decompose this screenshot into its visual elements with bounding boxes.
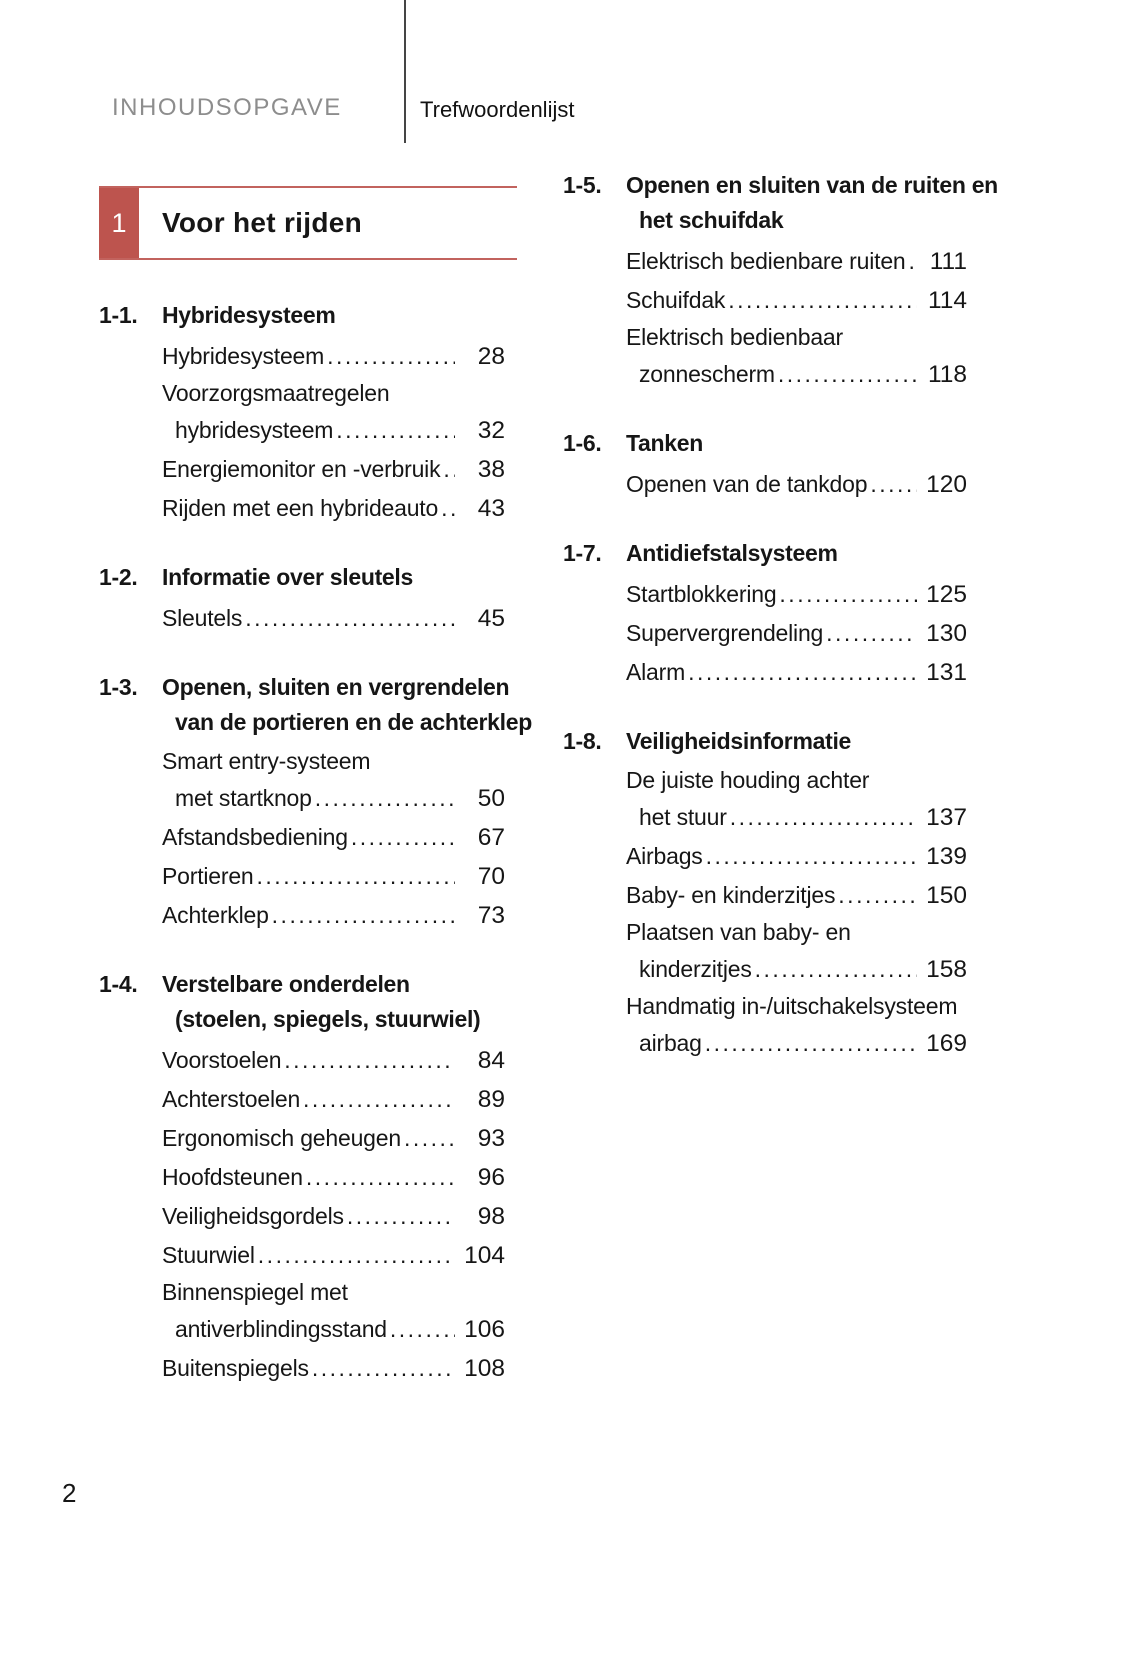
toc-entry-line bbox=[626, 242, 967, 281]
section-number: 1-7. bbox=[563, 540, 602, 566]
toc-entry[interactable] bbox=[626, 653, 967, 692]
toc-entry-line bbox=[626, 281, 967, 320]
toc-section-1-4 bbox=[99, 967, 517, 1388]
dot-leader bbox=[312, 1349, 455, 1388]
toc-entry-page: 118 bbox=[927, 361, 967, 388]
toc-entry-text: Alarm bbox=[626, 659, 686, 685]
dot-leader bbox=[351, 818, 455, 857]
toc-entry-page: 98 bbox=[477, 1203, 505, 1230]
toc-entry-page: 120 bbox=[926, 471, 967, 498]
section-titles bbox=[162, 670, 532, 740]
dot-leader bbox=[441, 489, 455, 528]
section-entries bbox=[626, 575, 967, 692]
toc-section-1-3 bbox=[99, 670, 532, 935]
toc-entry-text: Voorstoelen bbox=[162, 1047, 282, 1073]
toc-entry-line bbox=[162, 818, 505, 857]
toc-entry[interactable] bbox=[162, 1236, 505, 1275]
section-title: Informatie over sleutels bbox=[162, 564, 413, 590]
toc-entry-text: Hybridesysteem bbox=[162, 343, 325, 369]
toc-entry-text: Hoofdsteunen bbox=[162, 1164, 303, 1190]
section-number: 1-4. bbox=[99, 971, 138, 997]
toc-entry-line bbox=[626, 950, 967, 989]
toc-entry[interactable] bbox=[162, 1041, 505, 1080]
toc-entry-page: 38 bbox=[477, 456, 505, 483]
toc-entry[interactable] bbox=[162, 1119, 505, 1158]
dot-leader bbox=[443, 450, 455, 489]
toc-entry-page: 89 bbox=[477, 1086, 505, 1113]
toc-entry[interactable] bbox=[626, 915, 967, 989]
toc-entry-page: 50 bbox=[477, 785, 505, 812]
section-number: 1-8. bbox=[563, 728, 602, 754]
dot-leader bbox=[245, 599, 455, 638]
section-title: Openen, sluiten en vergrendelen bbox=[162, 674, 510, 700]
toc-entry-text: Handmatig in-/uitschakelsysteem bbox=[626, 993, 958, 1019]
section-title-line2: het schuifdak bbox=[639, 207, 784, 233]
section-heading bbox=[563, 724, 967, 759]
toc-entry[interactable] bbox=[626, 281, 967, 320]
toc-section-1-1 bbox=[99, 298, 517, 528]
toc-entry[interactable] bbox=[626, 575, 967, 614]
toc-section-1-7 bbox=[563, 536, 967, 692]
toc-entry-line bbox=[162, 1080, 505, 1119]
section-heading bbox=[99, 967, 517, 1037]
toc-entry-line bbox=[162, 857, 505, 896]
dot-leader bbox=[730, 798, 917, 837]
toc-entry-line bbox=[626, 653, 967, 692]
toc-entry-page: 125 bbox=[926, 581, 967, 608]
toc-entry-page: 104 bbox=[464, 1242, 505, 1269]
section-number: 1-3. bbox=[99, 674, 138, 700]
toc-entry[interactable] bbox=[162, 857, 505, 896]
toc-entry[interactable] bbox=[626, 876, 967, 915]
toc-entry-page: 139 bbox=[926, 843, 967, 870]
toc-entry-line bbox=[162, 450, 505, 489]
toc-entry-page: 73 bbox=[477, 902, 505, 929]
dot-leader bbox=[779, 575, 917, 614]
toc-entry-line bbox=[162, 779, 505, 818]
dot-leader bbox=[705, 1024, 917, 1063]
toc-entry-text: met startknop bbox=[175, 785, 312, 811]
dot-leader bbox=[257, 857, 455, 896]
section-title: Tanken bbox=[626, 430, 704, 456]
toc-entry[interactable] bbox=[162, 818, 505, 857]
toc-entry-text: De juiste houding achter bbox=[626, 767, 870, 793]
toc-entry-line bbox=[162, 1158, 505, 1197]
toc-entry-text: hybridesysteem bbox=[175, 417, 334, 443]
toc-entry[interactable] bbox=[626, 837, 967, 876]
dot-leader bbox=[404, 1119, 455, 1158]
toc-entry-page: 106 bbox=[464, 1316, 505, 1343]
toc-section-1-5 bbox=[563, 168, 998, 394]
section-heading bbox=[563, 536, 967, 571]
toc-entry-text: kinderzitjes bbox=[639, 956, 752, 982]
toc-entry-text: Sleutels bbox=[162, 605, 243, 631]
toc-entry-text: Portieren bbox=[162, 863, 254, 889]
section-heading bbox=[563, 168, 998, 238]
toc-entry-page: 108 bbox=[464, 1355, 505, 1382]
dot-leader bbox=[870, 465, 917, 504]
toc-entry-text: zonnescherm bbox=[639, 361, 775, 387]
toc-entry[interactable] bbox=[162, 744, 505, 818]
toc-entry[interactable] bbox=[626, 320, 967, 394]
section-title: Veiligheidsinformatie bbox=[626, 728, 852, 754]
toc-entry[interactable] bbox=[162, 376, 505, 450]
dot-leader bbox=[327, 337, 455, 376]
toc-entry-line bbox=[162, 1119, 505, 1158]
toc-entry-page: 93 bbox=[477, 1125, 505, 1152]
toc-entry-page: 32 bbox=[477, 417, 505, 444]
toc-entry-text: Afstandsbediening bbox=[162, 824, 348, 850]
section-entries bbox=[626, 242, 967, 394]
toc-entry[interactable] bbox=[162, 599, 505, 638]
dot-leader bbox=[778, 355, 917, 394]
dot-leader bbox=[258, 1236, 455, 1275]
toc-section-1-2 bbox=[99, 560, 517, 638]
dot-leader bbox=[909, 242, 917, 281]
toc-entry-text: Elektrisch bedienbaar bbox=[626, 324, 843, 350]
section-titles bbox=[162, 560, 413, 595]
toc-entry-line bbox=[162, 1236, 505, 1275]
section-entries bbox=[162, 1041, 505, 1388]
toc-entry-text: Openen van de tankdop bbox=[626, 471, 868, 497]
toc-entry[interactable] bbox=[626, 763, 967, 837]
toc-entry-line bbox=[162, 896, 505, 935]
section-title-line2: van de portieren en de achterklep bbox=[175, 709, 532, 735]
toc-entry-line bbox=[162, 1310, 505, 1349]
section-entries bbox=[162, 744, 505, 935]
toc-entry-text: Voorzorgsmaatregelen bbox=[162, 380, 390, 406]
toc-entry-page: 130 bbox=[926, 620, 967, 647]
toc-entry-line bbox=[162, 489, 505, 528]
section-title: Antidiefstalsysteem bbox=[626, 540, 838, 566]
toc-entry[interactable] bbox=[162, 450, 505, 489]
contents-heading: INHOUDSOPGAVE bbox=[112, 94, 342, 121]
section-entries bbox=[162, 599, 505, 638]
dot-leader bbox=[688, 653, 917, 692]
toc-entry-page: 84 bbox=[477, 1047, 505, 1074]
dot-leader bbox=[728, 281, 917, 320]
section-entries bbox=[162, 337, 505, 528]
section-heading bbox=[563, 426, 967, 461]
toc-entry-line bbox=[162, 1349, 505, 1388]
toc-entry[interactable] bbox=[162, 337, 505, 376]
toc-entry-text: Binnenspiegel met bbox=[162, 1279, 348, 1305]
header-divider bbox=[404, 0, 406, 143]
toc-entry-text: Energiemonitor en -verbruik bbox=[162, 456, 441, 482]
section-number: 1-5. bbox=[563, 172, 602, 198]
toc-entry-text: Ergonomisch geheugen bbox=[162, 1125, 401, 1151]
dot-leader bbox=[336, 411, 455, 450]
toc-entry[interactable] bbox=[162, 1349, 505, 1388]
toc-entry-line bbox=[162, 1041, 505, 1080]
toc-entry[interactable] bbox=[626, 614, 967, 653]
section-title: Hybridesysteem bbox=[162, 302, 336, 328]
chapter-banner bbox=[99, 186, 517, 260]
toc-entry-text: Elektrisch bedienbare ruiten bbox=[626, 248, 906, 274]
toc-entry-page: 114 bbox=[927, 287, 967, 314]
toc-entry-page: 43 bbox=[477, 495, 505, 522]
dot-leader bbox=[272, 896, 455, 935]
toc-entry[interactable] bbox=[162, 1080, 505, 1119]
toc-entry-line bbox=[626, 465, 967, 504]
toc-section-1-8 bbox=[563, 724, 967, 1063]
toc-entry-line bbox=[162, 411, 505, 450]
dot-leader bbox=[390, 1310, 455, 1349]
dot-leader bbox=[284, 1041, 455, 1080]
right-column bbox=[563, 168, 998, 1063]
toc-entry-text: Achterklep bbox=[162, 902, 269, 928]
toc-entry-page: 150 bbox=[926, 882, 967, 909]
section-titles bbox=[626, 168, 998, 238]
section-number: 1-6. bbox=[563, 430, 602, 456]
dot-leader bbox=[315, 779, 455, 818]
section-titles bbox=[626, 536, 838, 571]
section-title: Openen en sluiten van de ruiten en bbox=[626, 172, 998, 198]
section-heading bbox=[99, 670, 532, 740]
chapter-title: Voor het rijden bbox=[162, 207, 362, 238]
toc-entry-line bbox=[626, 798, 967, 837]
toc-entry-text: Smart entry-systeem bbox=[162, 748, 371, 774]
toc-entry[interactable] bbox=[162, 1197, 505, 1236]
left-column bbox=[99, 186, 532, 1388]
toc-entry-page: 137 bbox=[926, 804, 967, 831]
toc-entry-text: Plaatsen van baby- en bbox=[626, 919, 851, 945]
toc-entry-page: 70 bbox=[477, 863, 505, 890]
toc-entry[interactable] bbox=[626, 242, 967, 281]
section-heading bbox=[99, 560, 517, 595]
index-tab[interactable]: Trefwoordenlijst bbox=[420, 97, 575, 122]
toc-entry-text: Veiligheidsgordels bbox=[162, 1203, 344, 1229]
dot-leader bbox=[303, 1080, 455, 1119]
dot-leader bbox=[838, 876, 917, 915]
toc-entry-page: 131 bbox=[926, 659, 967, 686]
toc-entry-text: Airbags bbox=[626, 843, 703, 869]
toc-entry-page: 45 bbox=[477, 605, 505, 632]
left-sections bbox=[99, 298, 532, 1388]
dot-leader bbox=[826, 614, 917, 653]
dot-leader bbox=[755, 950, 917, 989]
toc-entry-line bbox=[626, 876, 967, 915]
toc-entry-text: het stuur bbox=[639, 804, 727, 830]
toc-entry-line bbox=[626, 837, 967, 876]
toc-entry-text: Rijden met een hybrideauto bbox=[162, 495, 439, 521]
toc-entry-line bbox=[626, 355, 967, 394]
section-titles bbox=[162, 298, 336, 333]
dot-leader bbox=[706, 837, 917, 876]
toc-entry-line bbox=[626, 614, 967, 653]
toc-entry-text: Achterstoelen bbox=[162, 1086, 301, 1112]
toc-entry-text: airbag bbox=[639, 1030, 702, 1056]
toc-entry-text: antiverblindingsstand bbox=[175, 1316, 387, 1342]
section-number: 1-2. bbox=[99, 564, 138, 590]
toc-entry-line bbox=[626, 575, 967, 614]
dot-leader bbox=[347, 1197, 455, 1236]
section-entries bbox=[626, 763, 967, 1063]
toc-entry-page: 67 bbox=[477, 824, 505, 851]
toc-entry-line bbox=[626, 1024, 967, 1063]
toc-entry-page: 111 bbox=[929, 248, 967, 275]
toc-entry[interactable] bbox=[162, 896, 505, 935]
section-titles bbox=[162, 967, 480, 1037]
toc-entry[interactable] bbox=[162, 1158, 505, 1197]
section-titles bbox=[626, 426, 703, 461]
toc-entry-text: Schuifdak bbox=[626, 287, 726, 313]
section-entries bbox=[626, 465, 967, 504]
chapter-number-badge: 1 bbox=[99, 188, 139, 258]
section-title: Verstelbare onderdelen bbox=[162, 971, 410, 997]
section-number: 1-1. bbox=[99, 302, 138, 328]
toc-entry-text: Stuurwiel bbox=[162, 1242, 255, 1268]
toc-entry-page: 28 bbox=[477, 343, 505, 370]
toc-entry-text: Startblokkering bbox=[626, 581, 777, 607]
toc-entry[interactable] bbox=[626, 465, 967, 504]
section-heading bbox=[99, 298, 517, 333]
toc-entry[interactable] bbox=[162, 1275, 505, 1349]
toc-entry[interactable] bbox=[162, 489, 505, 528]
toc-entry-page: 158 bbox=[926, 956, 967, 983]
section-title-line2: (stoelen, spiegels, stuurwiel) bbox=[175, 1006, 481, 1032]
toc-entry-page: 96 bbox=[477, 1164, 505, 1191]
toc-entry-text: Baby- en kinderzitjes bbox=[626, 882, 836, 908]
toc-entry-line bbox=[162, 599, 505, 638]
page-number: 2 bbox=[62, 1478, 77, 1508]
toc-entry-line bbox=[162, 337, 505, 376]
toc-section-1-6 bbox=[563, 426, 967, 504]
toc-entry-text: Buitenspiegels bbox=[162, 1355, 309, 1381]
section-titles bbox=[626, 724, 851, 759]
toc-entry[interactable] bbox=[626, 989, 967, 1063]
toc-entry-page: 169 bbox=[926, 1030, 967, 1057]
dot-leader bbox=[306, 1158, 455, 1197]
toc-entry-line bbox=[162, 1197, 505, 1236]
toc-entry-text: Supervergrendeling bbox=[626, 620, 824, 646]
